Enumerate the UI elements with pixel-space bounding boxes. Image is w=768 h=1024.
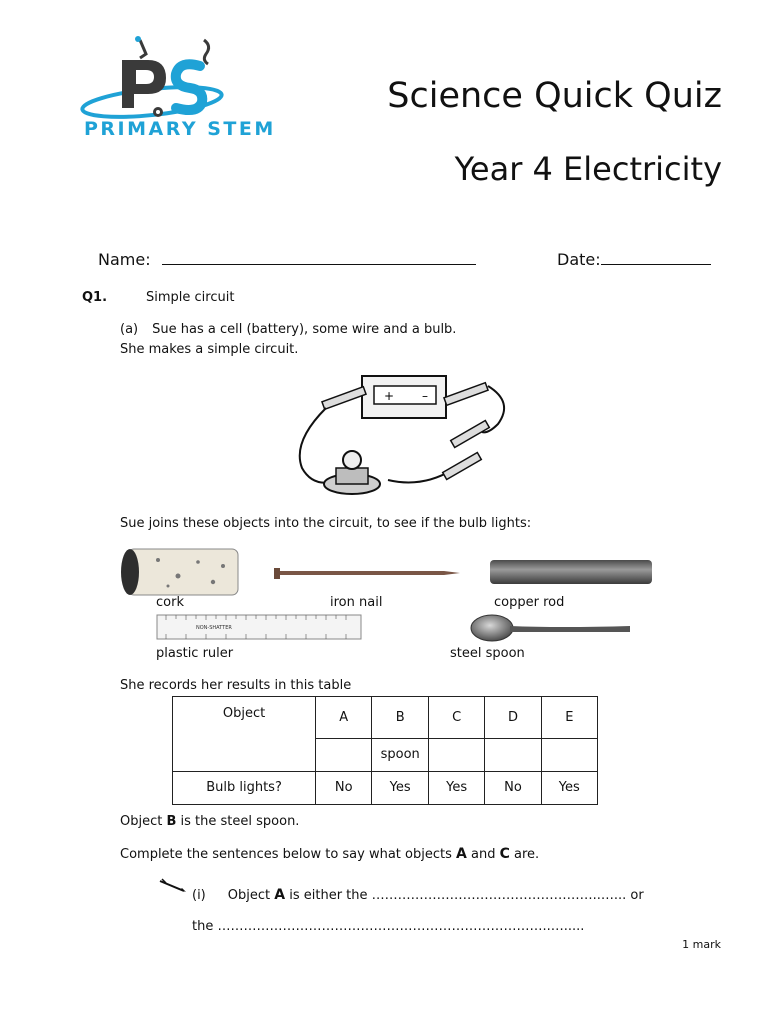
table-cell — [316, 738, 372, 771]
complete-and: and — [466, 847, 500, 862]
name-label: Name: — [98, 250, 151, 269]
table-cell — [429, 738, 485, 771]
part-a-label: (a) — [120, 322, 139, 337]
intro-line-1 — [120, 322, 456, 337]
question-title: Simple circuit — [146, 290, 235, 305]
date-label: Date: — [557, 250, 601, 269]
complete-letter-a: A — [456, 846, 467, 862]
logo-text: PRIMARY STEM — [84, 118, 276, 140]
plastic-ruler-label: plastic ruler — [156, 646, 234, 661]
intro-line-2: She makes a simple circuit. — [120, 342, 299, 357]
table-cell: E — [541, 697, 597, 739]
sub-i-pre: Object — [227, 888, 275, 903]
steel-spoon-label: steel spoon — [450, 646, 525, 661]
complete-pre: Complete the sentences below to say what objects — [120, 847, 457, 862]
copper-rod-label: copper rod — [494, 595, 565, 610]
table-row — [173, 738, 598, 771]
sub-i-label: (i) — [192, 888, 206, 903]
plastic-ruler-image — [156, 614, 362, 640]
intro-line-1-text: Sue has a cell (battery), some wire and a bulb. — [152, 322, 457, 337]
object-b-text — [120, 814, 299, 829]
table-cell: Yes — [372, 771, 429, 804]
ruler-print: NON-SHATTER — [196, 625, 232, 631]
cork-label: cork — [156, 595, 184, 610]
complete-post: are. — [509, 847, 540, 862]
row-header-bulb-lights: Bulb lights? — [173, 771, 316, 804]
object-b-letter: B — [166, 814, 177, 829]
mark-value: 1 mark — [682, 938, 721, 951]
table-cell: No — [316, 771, 372, 804]
table-cell: C — [429, 697, 485, 739]
results-table — [172, 696, 598, 805]
battery-minus: – — [422, 389, 428, 403]
table-cell — [485, 738, 541, 771]
iron-nail-image — [274, 566, 462, 580]
table-cell: No — [485, 771, 541, 804]
sub-i-answer-line-2[interactable]: the …………………………………………………………………..…..... — [192, 919, 585, 934]
name-row — [98, 250, 476, 269]
circuit-diagram — [292, 372, 514, 502]
table-row — [173, 771, 598, 804]
table-cell: B — [372, 697, 429, 739]
sub-i-letter: A — [274, 887, 286, 903]
table-cell: Yes — [429, 771, 485, 804]
page-title: Science Quick Quiz — [387, 76, 722, 116]
date-row — [557, 250, 711, 269]
steel-spoon-image — [470, 612, 632, 646]
date-field[interactable] — [601, 250, 711, 265]
sub-i-answer-line-1[interactable]: is either the ……………………………………………..…... or — [285, 888, 644, 903]
copper-rod-image — [490, 558, 654, 586]
table-cell — [541, 738, 597, 771]
table-cell-empty — [173, 738, 316, 771]
table-cell: Yes — [541, 771, 597, 804]
table-cell: spoon — [372, 738, 429, 771]
object-b-pre: Object — [120, 814, 167, 829]
page-subtitle: Year 4 Electricity — [454, 150, 722, 188]
name-field[interactable] — [162, 250, 476, 265]
table-row — [173, 697, 598, 739]
question-number: Q1. — [82, 290, 108, 305]
row-header-object: Object — [173, 697, 316, 739]
sub-question-i — [192, 887, 644, 903]
battery-plus: + — [384, 389, 395, 403]
cork-image — [118, 546, 244, 598]
table-cell: D — [485, 697, 541, 739]
object-b-post: is the steel spoon. — [176, 814, 300, 829]
records-text: She records her results in this table — [120, 678, 352, 693]
table-cell: A — [316, 697, 372, 739]
complete-letter-c: C — [499, 846, 510, 862]
complete-instruction — [120, 846, 539, 862]
joins-text: Sue joins these objects into the circuit, to see if the bulb lights: — [120, 516, 532, 531]
iron-nail-label: iron nail — [330, 595, 383, 610]
pencil-icon — [158, 878, 188, 894]
